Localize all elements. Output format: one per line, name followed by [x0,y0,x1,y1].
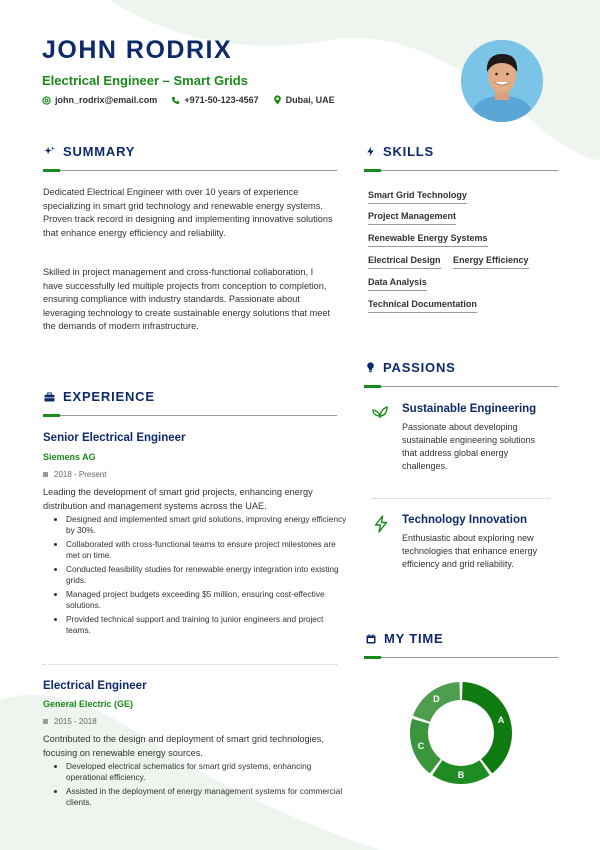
passion-description: Enthusiastic about exploring new technologies that enhance energy efficiency and grid reliability. [402,533,538,569]
contact-email[interactable] [42,95,157,105]
list-item: • Collaborated with cross-functional teams to ensure project milestones are met on time. [66,539,348,560]
list-item: • Managed project budgets exceeding $5 million, ensuring cost-effective solutions. [66,589,348,610]
passions-heading [366,360,456,375]
job-bullets [44,514,348,639]
contact-location [273,95,335,105]
passions-heading-text: PASSIONS [383,360,456,375]
experience-heading [44,389,155,404]
lightning-icon [373,515,389,533]
contact-info [42,95,349,105]
location-pin-icon [273,95,282,105]
calendar-icon [43,472,48,477]
job-divider [43,664,337,665]
skill-tag: Data Analysis [368,277,427,291]
passions-rule [364,386,558,387]
phone-icon [171,96,180,105]
summary-paragraph-1: Dedicated Electrical Engineer with over 10 years of experience specializing in smart grid technology and renewable energy systems. Proven track record in designing and implementing innovative solutions that enhance energy efficiency and reliability. [43,187,333,238]
donut-label-A: A [497,715,505,726]
passion-divider [372,498,550,499]
skills-rule [364,170,558,171]
email-text: john_rodrix@email.com [55,95,158,105]
skill-tag: Electrical Design [368,255,441,269]
skill-tag: Project Management [368,211,456,225]
phone-text: +971-50-123-4567 [184,95,259,105]
skills-heading [366,144,434,159]
calendar-icon [366,634,376,644]
calendar-icon [43,719,48,724]
skill-tag: Renewable Energy Systems [368,233,488,247]
skills-heading-text: SKILLS [383,144,435,159]
candidate-role: Electrical Engineer – Smart Grids [42,73,248,88]
summary-heading [44,144,135,159]
summary-rule [43,170,337,171]
leaf-icon [371,404,389,420]
lightbulb-icon [366,362,375,373]
sparkle-icon [44,146,55,157]
job-title: Electrical Engineer [43,680,147,692]
avatar [461,40,543,122]
briefcase-icon [44,392,55,402]
donut-label-C: C [417,740,425,751]
job-dates-text: 2015 - 2018 [54,717,97,726]
list-item: • Developed electrical schematics for smart grid systems, enhancing operational efficiency. [66,761,348,782]
skill-tag: Energy Efficiency [453,255,529,269]
passion-title: Sustainable Engineering [402,403,537,415]
at-icon [42,96,51,105]
donut-slice-C [410,719,441,774]
list-item: • Conducted feasibility studies for renewable energy integration into existing grids. [66,564,348,585]
job-dates [43,717,97,726]
passion-title: Technology Innovation [402,514,528,526]
job-title: Senior Electrical Engineer [43,432,186,444]
my-time-heading-text: MY TIME [384,631,444,646]
contact-phone[interactable] [171,95,258,105]
job-bullets [44,761,348,811]
lightning-icon [366,146,375,157]
avatar-portrait-icon [461,40,543,122]
list-item: • Designed and implemented smart grid solutions, improving energy efficiency by 30%. [66,514,348,535]
my-time-rule [364,657,558,658]
skill-tag: Technical Documentation [368,299,477,313]
passion-description: Passionate about developing sustainable engineering solutions that address global energy challenges. [402,422,536,471]
job-company: Siemens AG [43,452,96,462]
job-dates-text: 2018 - Present [54,470,107,479]
job-description: Leading the development of smart grid projects, enhancing energy distribution and management systems across the UAE. [43,487,313,511]
my-time-donut-chart [402,674,520,792]
donut-label-D: D [433,694,440,705]
experience-heading-text: EXPERIENCE [63,389,155,404]
list-item: • Provided technical support and training to junior engineers and project teams. [66,614,348,635]
my-time-heading [366,631,444,646]
skill-tag: Smart Grid Technology [368,190,467,204]
candidate-name: JOHN RODRIX [42,36,233,64]
summary-heading-text: SUMMARY [63,144,136,159]
donut-slice-A [462,682,512,773]
experience-rule [43,415,337,416]
job-dates [43,470,106,479]
donut-label-B: B [457,770,465,780]
location-text: Dubai, UAE [285,95,335,105]
job-company: General Electric (GE) [43,699,134,709]
summary-paragraph-2: Skilled in project management and cross-functional collaboration, I have successfully led multiple projects from conception to completion, ensuring compliance with industry standards. Passionate about leveraging technology to create sustainable energy solutions that meet the demands of modern infrastructure. [43,267,331,331]
job-description: Contributed to the design and deployment of smart grid technologies, focusing on renewable energy sources. [43,734,324,758]
list-item: • Assisted in the deployment of energy management systems for commercial clients. [66,786,348,807]
